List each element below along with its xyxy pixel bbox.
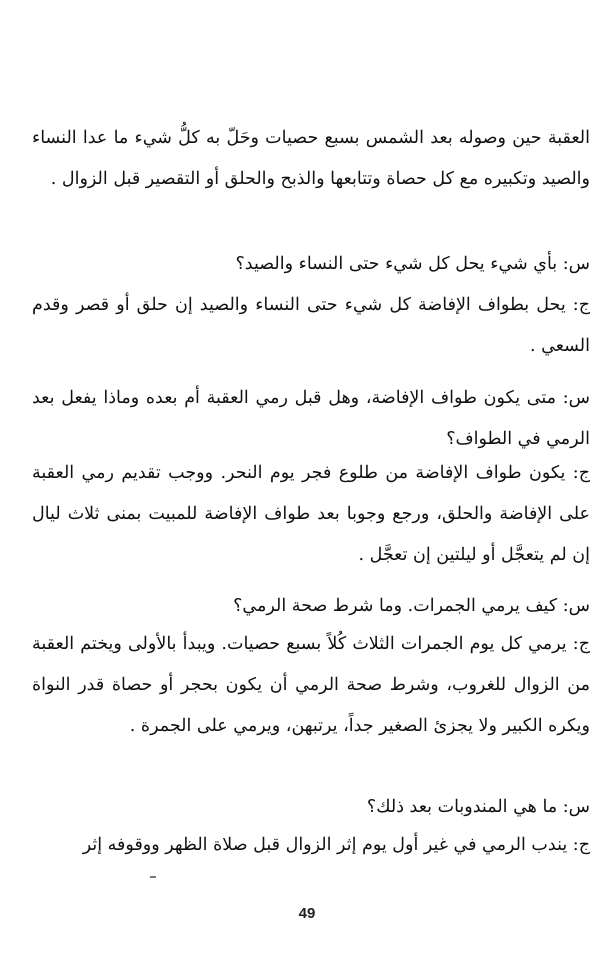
page-number: 49 xyxy=(298,905,316,922)
intro-paragraph: العقبة حين وصوله بعد الشمس بسبع حصيات وحَلّ به كلُّ شيء ما عدا النساء والصيد وتكبيره مع كل حصاة وتتابعها والذبح والحلق أو التقصير قبل الزوال . xyxy=(32,128,590,189)
question-1: س: بأي شيء يحل كل شيء حتى النساء والصيد؟ xyxy=(235,254,590,274)
answer-1: ج: يحل بطواف الإفاضة كل شيء حتى النساء والصيد إن حلق أو قصر وقدم السعي . xyxy=(32,295,590,356)
answer-3: ج: يرمي كل يوم الجمرات الثلاث كُلاً بسبع حصيات. ويبدأ بالأولى ويختم العقبة من الزوال للغروب، وشرط صحة الرمي أن يكون بحجر أو حصاة قدر النواة ويكره الكبير ولا يجزئ الصغير جداً، يرتبهن، ويرمي على الجمرة . xyxy=(32,634,590,736)
question-3: س: كيف يرمي الجمرات. وما شرط صحة الرمي؟ xyxy=(233,596,590,616)
answer-4: ج: يندب الرمي في غير أول يوم إثر الزوال قبل صلاة الظهر ووقوفه إثر xyxy=(82,835,590,855)
answer-2: ج: يكون طواف الإفاضة من طلوع فجر يوم النحر. ووجب تقديم رمي العقبة على الإفاضة والحلق، ورجع وجوبا بعد طواف الإفاضة للمبيت بمنى ثلاث ليال إن لم يتعجَّل أو ليلتين إن تعجَّل . xyxy=(32,463,590,565)
question-2: س: متى يكون طواف الإفاضة، وهل قبل رمي العقبة أم بعده وماذا يفعل بعد الرمي في الطواف؟ xyxy=(32,388,590,449)
footnote-mark xyxy=(150,876,156,878)
question-4: س: ما هي المندوبات بعد ذلك؟ xyxy=(366,797,590,817)
